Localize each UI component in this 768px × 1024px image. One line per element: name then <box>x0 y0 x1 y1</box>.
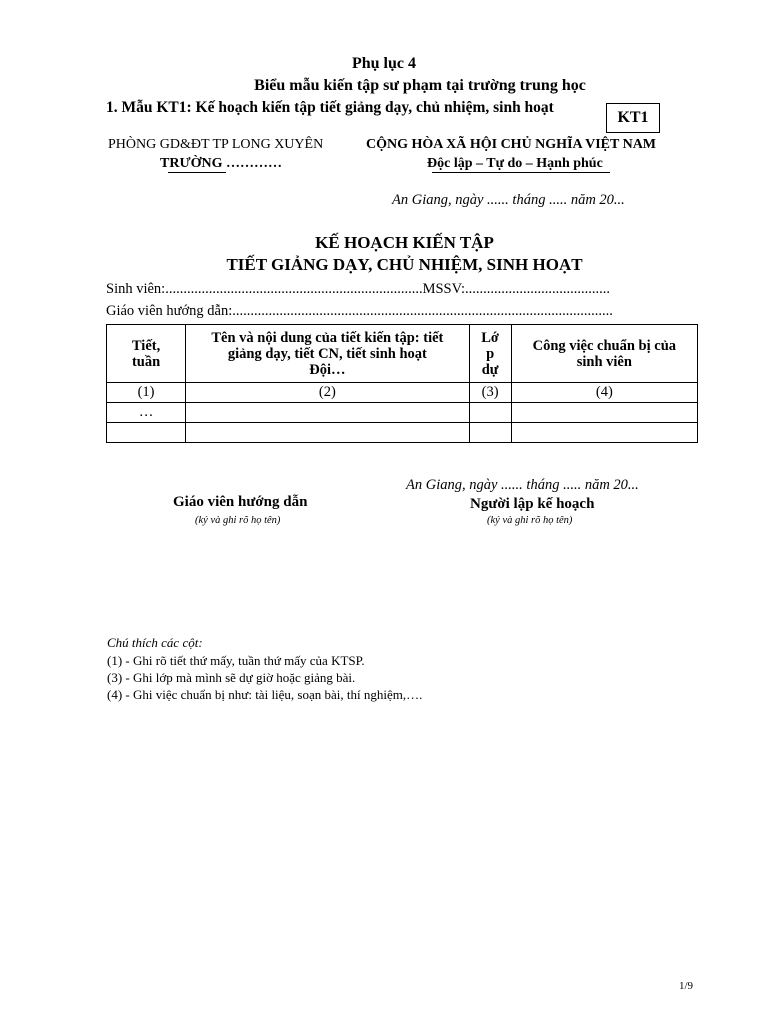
table-cell <box>511 423 697 443</box>
page-number: 1/9 <box>679 980 694 992</box>
table-cell <box>186 423 469 443</box>
column-number: (1) <box>107 383 186 403</box>
header-lesson-content <box>186 325 469 383</box>
table-cell <box>186 403 469 423</box>
note-item: (4) - Ghi việc chuẩn bị như: tài liệu, soạn bài, thí nghiệm,…. <box>107 687 423 702</box>
date-line-top: An Giang, ngày ...... tháng ..... năm 20... <box>392 192 625 208</box>
table-cell: … <box>107 403 186 423</box>
header-line: Tên và nội dung của tiết kiến tập: tiết <box>211 329 444 346</box>
column-number: (4) <box>511 383 697 403</box>
country-name: CỘNG HÒA XÃ HỘI CHỦ NGHĨA VIỆT NAM <box>366 137 657 152</box>
national-motto: Độc lập – Tự do – Hạnh phúc <box>427 156 603 171</box>
header-line: Đội… <box>309 361 346 378</box>
student-field-line: Sinh viên:.......................................................................MSSV:........................................ <box>106 281 611 297</box>
form-code-badge: KT1 <box>606 103 660 133</box>
header-period-week <box>107 325 186 383</box>
table-row <box>107 423 698 443</box>
header-line: Lớ <box>481 329 499 346</box>
column-number: (3) <box>469 383 511 403</box>
notes-title: Chú thích các cột: <box>107 635 203 650</box>
table-cell <box>511 403 697 423</box>
school-name: TRƯỜNG ………… <box>160 156 282 171</box>
advisor-signature-note: (ký và ghi rõ họ tên) <box>195 515 281 526</box>
advisor-signature-title: Giáo viên hướng dẫn <box>173 494 308 510</box>
section-title: 1. Mẫu KT1: Kế hoạch kiến tập tiết giảng dạy, chủ nhiệm, sinh hoạt <box>106 99 554 116</box>
header-line: Công việc chuẩn bị của <box>532 337 677 354</box>
table-row <box>107 403 698 423</box>
school-underline <box>168 172 226 173</box>
note-item: (1) - Ghi rõ tiết thứ mấy, tuần thứ mấy của KTSP. <box>107 653 365 668</box>
motto-underline <box>432 172 610 173</box>
department-name: PHÒNG GD&ĐT TP LONG XUYÊN <box>108 137 324 152</box>
note-item: (3) - Ghi lớp mà mình sẽ dự giờ hoặc giảng bài. <box>107 670 356 685</box>
table-cell <box>469 403 511 423</box>
document-title: KẾ HOẠCH KIẾN TẬP <box>315 233 494 252</box>
header-line: giảng dạy, tiết CN, tiết sinh hoạt <box>227 345 427 362</box>
column-number-row <box>107 383 698 403</box>
header-class <box>469 325 511 383</box>
table-cell <box>469 423 511 443</box>
plan-table <box>106 324 698 443</box>
date-line-bottom: An Giang, ngày ...... tháng ..... năm 20... <box>406 477 639 493</box>
column-number: (2) <box>186 383 469 403</box>
header-preparation <box>511 325 697 383</box>
header-line: tuần <box>131 353 161 370</box>
header-line: dự <box>481 361 499 378</box>
form-title: Biểu mẫu kiến tập sư phạm tại trường trung học <box>254 77 586 94</box>
appendix-title: Phụ lục 4 <box>351 55 416 72</box>
header-line: Tiết, <box>131 337 161 354</box>
table-header-row <box>107 325 698 383</box>
planner-signature-title: Người lập kế hoạch <box>470 496 595 512</box>
document-subtitle: TIẾT GIẢNG DẠY, CHỦ NHIỆM, SINH HOẠT <box>226 255 583 274</box>
planner-signature-note: (ký và ghi rõ họ tên) <box>487 515 573 526</box>
table-cell <box>107 423 186 443</box>
advisor-field-line: Giáo viên hướng dẫn:......................................................................................................... <box>106 303 613 319</box>
header-line: sinh viên <box>576 353 632 370</box>
header-line: p <box>486 345 495 362</box>
